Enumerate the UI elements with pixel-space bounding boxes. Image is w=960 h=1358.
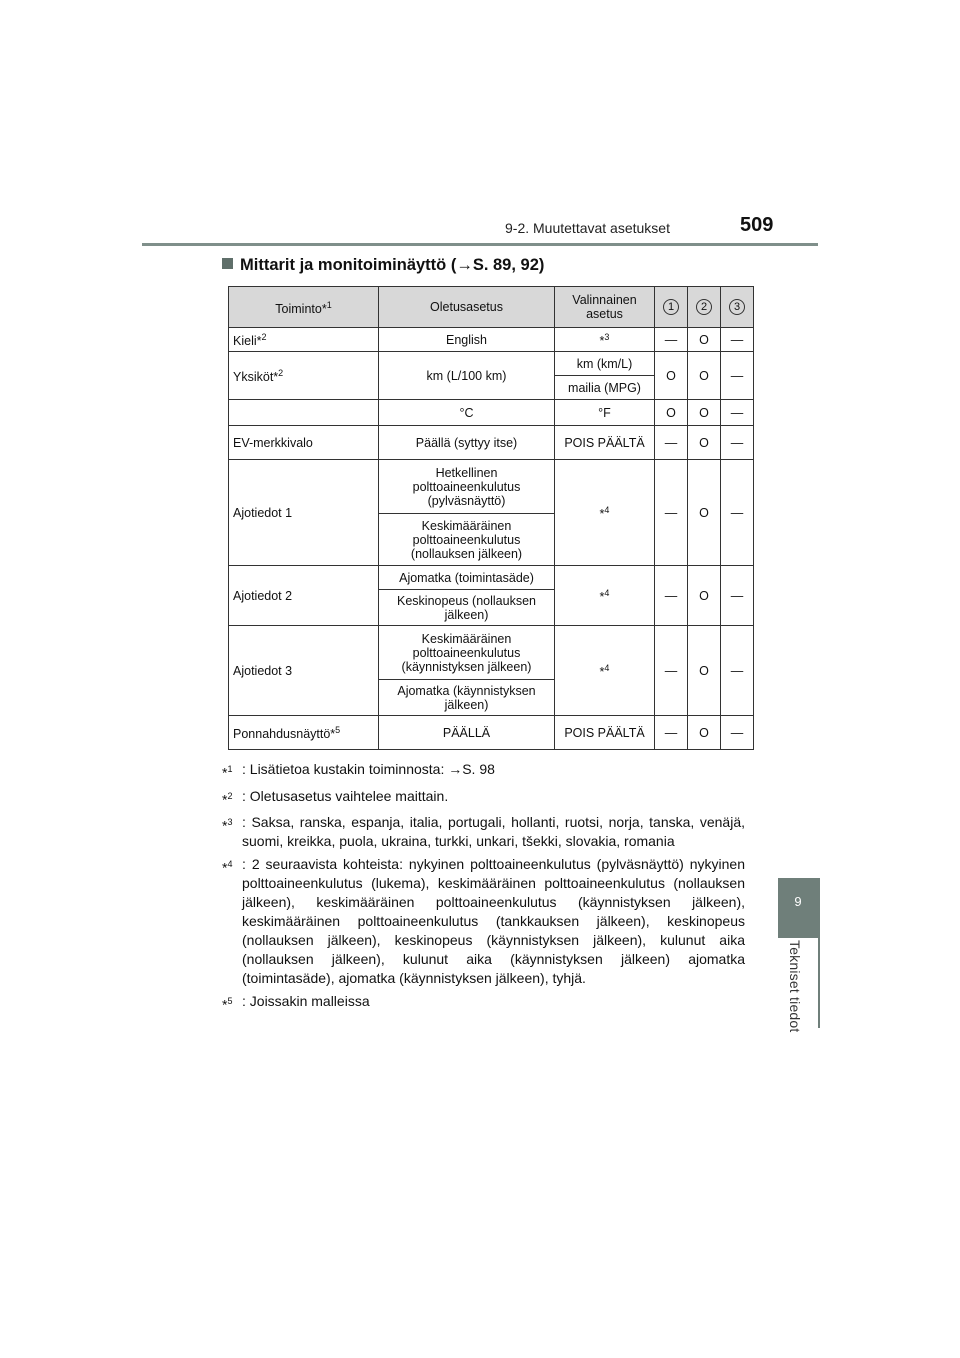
row-ev-c1: — (655, 426, 688, 460)
row-kieli-default: English (379, 328, 555, 352)
row-ajo1-c3: — (721, 460, 754, 566)
row-ponn-name: Ponnahdusnäyttö*$^5$ (229, 716, 379, 750)
row-temp-name (229, 400, 379, 426)
footnote-marker: 1 (326, 299, 332, 310)
row-kieli-name: Kieli*$^2$ (229, 328, 379, 352)
row-ev-opt: POIS PÄÄLTÄ (555, 426, 655, 460)
table-row (229, 626, 754, 680)
row-ev-c2: O (688, 426, 721, 460)
row-yksikot-default: km (L/100 km) (379, 352, 555, 400)
header-section-title: 9-2. Muutettavat asetukset (505, 220, 670, 236)
footnote-marker: 4 (604, 588, 610, 599)
row-temp-c2: O (688, 400, 721, 426)
row-ponn-opt: POIS PÄÄLTÄ (555, 716, 655, 750)
row-yksikot-opt-b: mailia (MPG) (555, 376, 655, 400)
row-temp-default: °C (379, 400, 555, 426)
row-temp-c1: O (655, 400, 688, 426)
row-ajo3-opt: *$^4$ (555, 626, 655, 716)
row-ponn-c1: — (655, 716, 688, 750)
row-ev-c3: — (721, 426, 754, 460)
footnotes (222, 760, 745, 1019)
table-row (229, 352, 754, 376)
row-temp-opt: °F (555, 400, 655, 426)
row-ajo1-name: Ajotiedot 1 (229, 460, 379, 566)
footnote-marker: 4 (227, 859, 233, 870)
section-heading-text: Mittarit ja monitoiminäyttö (→S. 89, 92) (240, 256, 545, 274)
row-ajo3-c3: — (721, 626, 754, 716)
row-ajo2-default-b: Keskinopeus (nollauksen jälkeen) (379, 590, 555, 626)
header-function: Toiminto*$^1$ (229, 287, 379, 328)
row-ev-name: EV-merkkivalo (229, 426, 379, 460)
table-header-row (229, 287, 754, 328)
row-ajo3-default-b: Ajomatka (käynnistyksen jälkeen) (379, 680, 555, 716)
footnote-5: *$^5$ : Joissakin malleissa (222, 993, 370, 1013)
footnote-marker: 2 (278, 368, 284, 379)
chapter-tab-line (818, 878, 820, 1028)
footnote-1: *$^1$ : Lisätietoa kustakin toiminnosta: →S. 98 (222, 761, 495, 781)
footnote-marker: 5 (227, 996, 233, 1007)
table-row (229, 566, 754, 590)
bullet-square-icon (222, 258, 233, 269)
footnote-marker: 3 (227, 817, 233, 828)
row-ajo1-default-b: Keskimääräinen polttoaineenkulutus (nollauksen jälkeen) (379, 514, 555, 566)
footnote-4: *$^4$ : 2 seuraavista kohteista: nykyinen polttoaineenkulutus (pylväsnäyttö) nykyinen polttoaineenkulutus (lukema), keskimääräinen polttoaineenkulutus (nollauksen jälkeen), keskimääräinen polttoaineenkulutus (käynnistyksen jälkeen), keskimääräinen polttoaineenkulutus (tankkauksen jälkeen), keskinopeus (nollauksen jälkeen), keskinopeus (käynnistyksen jälkeen), kulunut aika (nollauksen jälkeen), kulunut aika (käynnistyksen jälkeen) ajomatka (toimintasäde), ajomatka (käynnistyksen jälkeen), tyhjä. (222, 856, 745, 987)
row-kieli-c2: O (688, 328, 721, 352)
row-ponn-c2: O (688, 716, 721, 750)
table-row (229, 460, 754, 514)
row-ajo2-default-a: Ajomatka (toimintasäde) (379, 566, 555, 590)
header-col-2: 2 (688, 287, 721, 328)
footnote-3: *$^3$ : Saksa, ranska, espanja, italia, portugali, hollanti, ruotsi, norja, tanska, venäjä, suomi, kreikka, puola, ukraina, turkki, unkari, tšekki, slovakia, romania (222, 814, 745, 850)
table-row (229, 328, 754, 352)
footnote-marker: 3 (604, 332, 610, 343)
row-ajo1-c1: — (655, 460, 688, 566)
row-ajo3-c1: — (655, 626, 688, 716)
table-row (229, 716, 754, 750)
footnote-marker: 2 (227, 790, 233, 801)
row-ajo2-c1: — (655, 566, 688, 626)
footnote-marker: 5 (335, 725, 341, 736)
row-kieli-opt: *$^3$ (555, 328, 655, 352)
row-ajo2-c2: O (688, 566, 721, 626)
row-kieli-c1: — (655, 328, 688, 352)
footnote-marker: 4 (604, 505, 610, 516)
row-yksikot-name: Yksiköt*$^2$ (229, 352, 379, 400)
row-ponn-c3: — (721, 716, 754, 750)
footnote-marker: 4 (604, 663, 610, 674)
header-divider (142, 243, 818, 246)
row-ajo1-c2: O (688, 460, 721, 566)
row-ajo3-c2: O (688, 626, 721, 716)
footnote-2: *$^2$ : Oletusasetus vaihtelee maittain. (222, 787, 449, 808)
row-yksikot-opt-a: km (km/L) (555, 352, 655, 376)
settings-table (228, 286, 754, 750)
table-row (229, 400, 754, 426)
row-ajo1-opt: *$^4$ (555, 460, 655, 566)
row-temp-c3: — (721, 400, 754, 426)
row-ajo2-name: Ajotiedot 2 (229, 566, 379, 626)
section-heading (222, 256, 544, 275)
row-ajo3-default-a: Keskimääräinen polttoaineenkulutus (käynnistyksen jälkeen) (379, 626, 555, 680)
table-row (229, 426, 754, 460)
row-yksikot-c1: O (655, 352, 688, 400)
row-ajo3-name: Ajotiedot 3 (229, 626, 379, 716)
row-ev-default: Päällä (syttyy itse) (379, 426, 555, 460)
row-ajo2-opt: *$^4$ (555, 566, 655, 626)
row-ajo1-default-a: Hetkellinen polttoaineenkulutus (pylväsnäyttö) (379, 460, 555, 514)
row-yksikot-c2: O (688, 352, 721, 400)
header-default: Oletusasetus (379, 287, 555, 328)
header-optional: Valinnainen asetus (555, 287, 655, 328)
footnote-marker: 1 (227, 764, 233, 774)
header-col-3: 3 (721, 287, 754, 328)
row-ajo2-c3: — (721, 566, 754, 626)
header-col-1: 1 (655, 287, 688, 328)
page-number: 509 (740, 214, 774, 236)
row-kieli-c3: — (721, 328, 754, 352)
row-yksikot-c3: — (721, 352, 754, 400)
chapter-number: 9 (794, 894, 802, 909)
footnote-marker: 2 (261, 332, 267, 343)
row-ponn-default: PÄÄLLÄ (379, 716, 555, 750)
chapter-label: Tekniset tiedot (787, 940, 803, 1033)
